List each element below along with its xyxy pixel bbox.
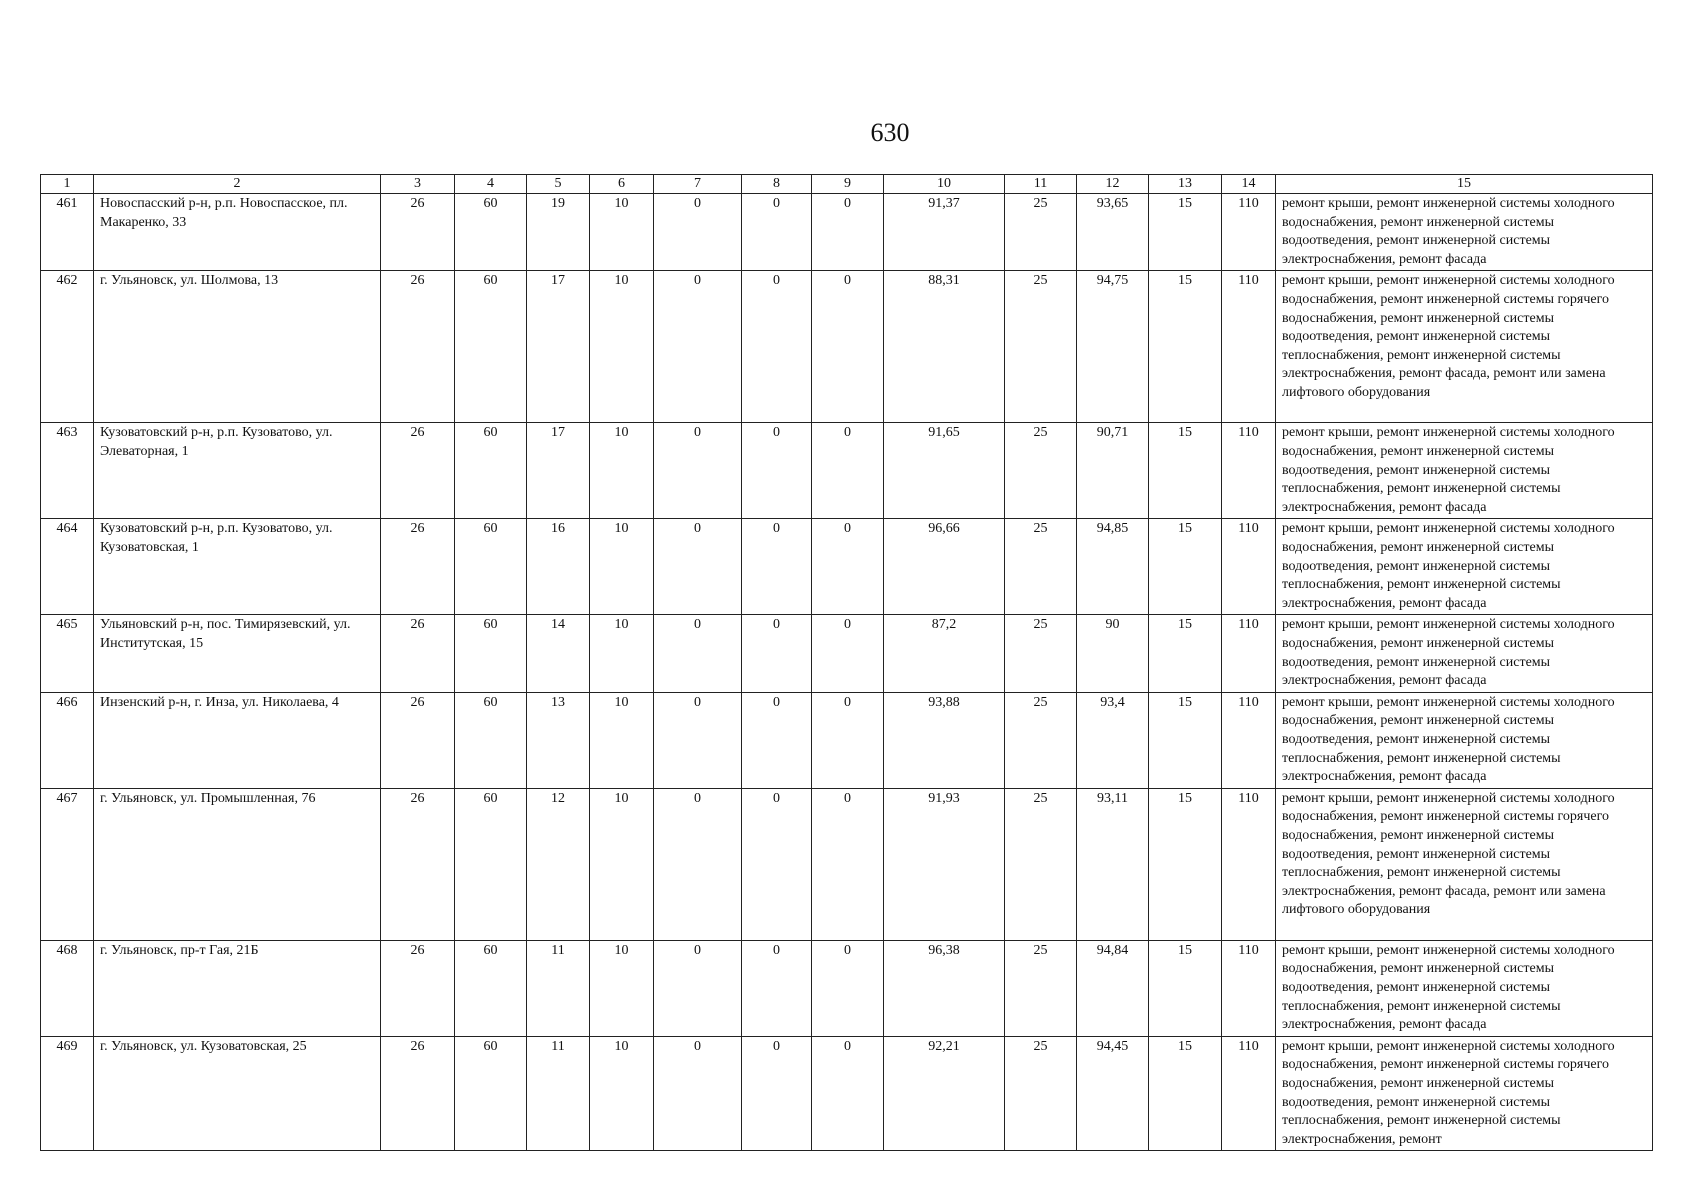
cell-col-4: 60 — [455, 615, 527, 692]
address-cell: Кузоватовский р-н, р.п. Кузоватово, ул. Кузоватовская, 1 — [94, 519, 381, 615]
cell-col-9: 0 — [812, 940, 884, 1036]
cell-col-3: 26 — [381, 1036, 455, 1151]
cell-col-11: 25 — [1005, 194, 1077, 271]
cell-col-7: 0 — [654, 692, 742, 788]
cell-col-13: 15 — [1149, 788, 1222, 940]
header-cell-8: 8 — [742, 175, 812, 194]
cell-col-7: 0 — [654, 519, 742, 615]
cell-col-12: 93,65 — [1077, 194, 1149, 271]
table-row — [41, 194, 1653, 271]
row-number: 462 — [41, 271, 94, 423]
address-cell: Новоспасский р-н, р.п. Новоспасское, пл. Макаренко, 33 — [94, 194, 381, 271]
cell-col-3: 26 — [381, 423, 455, 519]
header-cell-11: 11 — [1005, 175, 1077, 194]
cell-col-9: 0 — [812, 271, 884, 423]
cell-col-12: 90 — [1077, 615, 1149, 692]
header-cell-14: 14 — [1222, 175, 1276, 194]
cell-col-11: 25 — [1005, 615, 1077, 692]
cell-col-8: 0 — [742, 423, 812, 519]
cell-col-7: 0 — [654, 1036, 742, 1151]
works-cell: ремонт крыши, ремонт инженерной системы холодного водоснабжения, ремонт инженерной системы горячего водоснабжения, ремонт инженерной системы водоотведения, ремонт инженерной системы теплоснабжения, ремонт инженерной системы электроснабжения, ремонт фасада, ремонт или замена лифтового оборудования — [1276, 271, 1653, 423]
cell-col-12: 93,4 — [1077, 692, 1149, 788]
cell-col-13: 15 — [1149, 423, 1222, 519]
cell-col-10: 91,93 — [884, 788, 1005, 940]
cell-col-9: 0 — [812, 423, 884, 519]
works-cell: ремонт крыши, ремонт инженерной системы холодного водоснабжения, ремонт инженерной системы водоотведения, ремонт инженерной системы теплоснабжения, ремонт инженерной системы электроснабжения, ремонт фасада — [1276, 519, 1653, 615]
cell-col-4: 60 — [455, 1036, 527, 1151]
address-cell: г. Ульяновск, ул. Шолмова, 13 — [94, 271, 381, 423]
address-cell: г. Ульяновск, пр-т Гая, 21Б — [94, 940, 381, 1036]
cell-col-14: 110 — [1222, 194, 1276, 271]
address-cell: Ульяновский р-н, пос. Тимирязевский, ул. Институтская, 15 — [94, 615, 381, 692]
header-cell-5: 5 — [527, 175, 590, 194]
cell-col-4: 60 — [455, 940, 527, 1036]
cell-col-5: 19 — [527, 194, 590, 271]
works-cell: ремонт крыши, ремонт инженерной системы холодного водоснабжения, ремонт инженерной системы водоотведения, ремонт инженерной системы теплоснабжения, ремонт инженерной системы электроснабжения, ремонт фасада — [1276, 940, 1653, 1036]
row-number: 468 — [41, 940, 94, 1036]
cell-col-3: 26 — [381, 194, 455, 271]
works-cell: ремонт крыши, ремонт инженерной системы холодного водоснабжения, ремонт инженерной системы горячего водоснабжения, ремонт инженерной системы водоотведения, ремонт инженерной системы теплоснабжения, ремонт инженерной системы электроснабжения, ремонт фасада, ремонт или замена лифтового оборудования — [1276, 788, 1653, 940]
cell-col-9: 0 — [812, 615, 884, 692]
works-cell: ремонт крыши, ремонт инженерной системы холодного водоснабжения, ремонт инженерной системы водоотведения, ремонт инженерной системы электроснабжения, ремонт фасада — [1276, 194, 1653, 271]
cell-col-9: 0 — [812, 788, 884, 940]
header-cell-3: 3 — [381, 175, 455, 194]
cell-col-7: 0 — [654, 615, 742, 692]
cell-col-11: 25 — [1005, 692, 1077, 788]
cell-col-5: 13 — [527, 692, 590, 788]
row-number: 463 — [41, 423, 94, 519]
cell-col-3: 26 — [381, 940, 455, 1036]
row-number: 464 — [41, 519, 94, 615]
header-cell-15: 15 — [1276, 175, 1653, 194]
cell-col-7: 0 — [654, 194, 742, 271]
address-cell: г. Ульяновск, ул. Кузоватовская, 25 — [94, 1036, 381, 1151]
cell-col-10: 91,65 — [884, 423, 1005, 519]
cell-col-10: 91,37 — [884, 194, 1005, 271]
cell-col-5: 16 — [527, 519, 590, 615]
cell-col-8: 0 — [742, 788, 812, 940]
cell-col-13: 15 — [1149, 1036, 1222, 1151]
table-row — [41, 940, 1653, 1036]
cell-col-7: 0 — [654, 788, 742, 940]
table-row — [41, 788, 1653, 940]
cell-col-5: 11 — [527, 1036, 590, 1151]
works-cell: ремонт крыши, ремонт инженерной системы холодного водоснабжения, ремонт инженерной системы водоотведения, ремонт инженерной системы теплоснабжения, ремонт инженерной системы электроснабжения, ремонт фасада — [1276, 692, 1653, 788]
row-number: 469 — [41, 1036, 94, 1151]
cell-col-9: 0 — [812, 692, 884, 788]
header-cell-12: 12 — [1077, 175, 1149, 194]
cell-col-10: 96,66 — [884, 519, 1005, 615]
cell-col-8: 0 — [742, 519, 812, 615]
address-cell: Кузоватовский р-н, р.п. Кузоватово, ул. Элеваторная, 1 — [94, 423, 381, 519]
cell-col-7: 0 — [654, 940, 742, 1036]
address-cell: Инзенский р-н, г. Инза, ул. Николаева, 4 — [94, 692, 381, 788]
table-row — [41, 1036, 1653, 1151]
cell-col-10: 93,88 — [884, 692, 1005, 788]
cell-col-4: 60 — [455, 519, 527, 615]
header-cell-2: 2 — [94, 175, 381, 194]
cell-col-10: 96,38 — [884, 940, 1005, 1036]
cell-col-11: 25 — [1005, 940, 1077, 1036]
cell-col-7: 0 — [654, 271, 742, 423]
cell-col-10: 88,31 — [884, 271, 1005, 423]
cell-col-5: 14 — [527, 615, 590, 692]
cell-col-10: 87,2 — [884, 615, 1005, 692]
cell-col-8: 0 — [742, 194, 812, 271]
cell-col-13: 15 — [1149, 692, 1222, 788]
header-cell-9: 9 — [812, 175, 884, 194]
cell-col-13: 15 — [1149, 615, 1222, 692]
row-number: 465 — [41, 615, 94, 692]
cell-col-13: 15 — [1149, 271, 1222, 423]
works-cell: ремонт крыши, ремонт инженерной системы холодного водоснабжения, ремонт инженерной системы горячего водоснабжения, ремонт инженерной системы водоотведения, ремонт инженерной системы теплоснабжения, ремонт инженерной системы электроснабжения, ремонт — [1276, 1036, 1653, 1151]
cell-col-6: 10 — [590, 615, 654, 692]
cell-col-14: 110 — [1222, 271, 1276, 423]
cell-col-7: 0 — [654, 423, 742, 519]
cell-col-9: 0 — [812, 1036, 884, 1151]
cell-col-11: 25 — [1005, 1036, 1077, 1151]
cell-col-3: 26 — [381, 788, 455, 940]
header-cell-13: 13 — [1149, 175, 1222, 194]
cell-col-14: 110 — [1222, 423, 1276, 519]
cell-col-6: 10 — [590, 788, 654, 940]
works-cell: ремонт крыши, ремонт инженерной системы холодного водоснабжения, ремонт инженерной системы водоотведения, ремонт инженерной системы электроснабжения, ремонт фасада — [1276, 615, 1653, 692]
cell-col-6: 10 — [590, 423, 654, 519]
cell-col-5: 11 — [527, 940, 590, 1036]
cell-col-12: 90,71 — [1077, 423, 1149, 519]
header-cell-10: 10 — [884, 175, 1005, 194]
table-row — [41, 423, 1653, 519]
table-row — [41, 519, 1653, 615]
table-row — [41, 692, 1653, 788]
cell-col-13: 15 — [1149, 194, 1222, 271]
cell-col-12: 94,75 — [1077, 271, 1149, 423]
header-cell-1: 1 — [41, 175, 94, 194]
row-number: 467 — [41, 788, 94, 940]
cell-col-3: 26 — [381, 692, 455, 788]
works-cell: ремонт крыши, ремонт инженерной системы холодного водоснабжения, ремонт инженерной системы водоотведения, ремонт инженерной системы теплоснабжения, ремонт инженерной системы электроснабжения, ремонт фасада — [1276, 423, 1653, 519]
page-number: 630 — [870, 118, 910, 147]
cell-col-11: 25 — [1005, 788, 1077, 940]
cell-col-3: 26 — [381, 271, 455, 423]
cell-col-9: 0 — [812, 519, 884, 615]
cell-col-13: 15 — [1149, 519, 1222, 615]
cell-col-4: 60 — [455, 271, 527, 423]
cell-col-6: 10 — [590, 692, 654, 788]
header-cell-7: 7 — [654, 175, 742, 194]
cell-col-12: 94,45 — [1077, 1036, 1149, 1151]
cell-col-12: 93,11 — [1077, 788, 1149, 940]
cell-col-11: 25 — [1005, 423, 1077, 519]
cell-col-12: 94,85 — [1077, 519, 1149, 615]
row-number: 461 — [41, 194, 94, 271]
header-cell-4: 4 — [455, 175, 527, 194]
cell-col-11: 25 — [1005, 519, 1077, 615]
cell-col-6: 10 — [590, 1036, 654, 1151]
cell-col-12: 94,84 — [1077, 940, 1149, 1036]
cell-col-8: 0 — [742, 1036, 812, 1151]
cell-col-5: 17 — [527, 423, 590, 519]
cell-col-3: 26 — [381, 519, 455, 615]
address-cell: г. Ульяновск, ул. Промышленная, 76 — [94, 788, 381, 940]
cell-col-8: 0 — [742, 271, 812, 423]
cell-col-14: 110 — [1222, 1036, 1276, 1151]
cell-col-9: 0 — [812, 194, 884, 271]
cell-col-10: 92,21 — [884, 1036, 1005, 1151]
cell-col-8: 0 — [742, 615, 812, 692]
cell-col-14: 110 — [1222, 615, 1276, 692]
table-row — [41, 271, 1653, 423]
cell-col-4: 60 — [455, 194, 527, 271]
cell-col-4: 60 — [455, 692, 527, 788]
cell-col-14: 110 — [1222, 940, 1276, 1036]
cell-col-6: 10 — [590, 194, 654, 271]
data-table — [40, 174, 1653, 1151]
cell-col-4: 60 — [455, 423, 527, 519]
cell-col-14: 110 — [1222, 692, 1276, 788]
cell-col-3: 26 — [381, 615, 455, 692]
cell-col-5: 17 — [527, 271, 590, 423]
cell-col-4: 60 — [455, 788, 527, 940]
cell-col-11: 25 — [1005, 271, 1077, 423]
cell-col-8: 0 — [742, 940, 812, 1036]
row-number: 466 — [41, 692, 94, 788]
cell-col-13: 15 — [1149, 940, 1222, 1036]
cell-col-6: 10 — [590, 271, 654, 423]
header-row — [41, 175, 1653, 194]
cell-col-14: 110 — [1222, 788, 1276, 940]
table-row — [41, 615, 1653, 692]
cell-col-8: 0 — [742, 692, 812, 788]
cell-col-6: 10 — [590, 519, 654, 615]
cell-col-6: 10 — [590, 940, 654, 1036]
header-cell-6: 6 — [590, 175, 654, 194]
cell-col-14: 110 — [1222, 519, 1276, 615]
cell-col-5: 12 — [527, 788, 590, 940]
